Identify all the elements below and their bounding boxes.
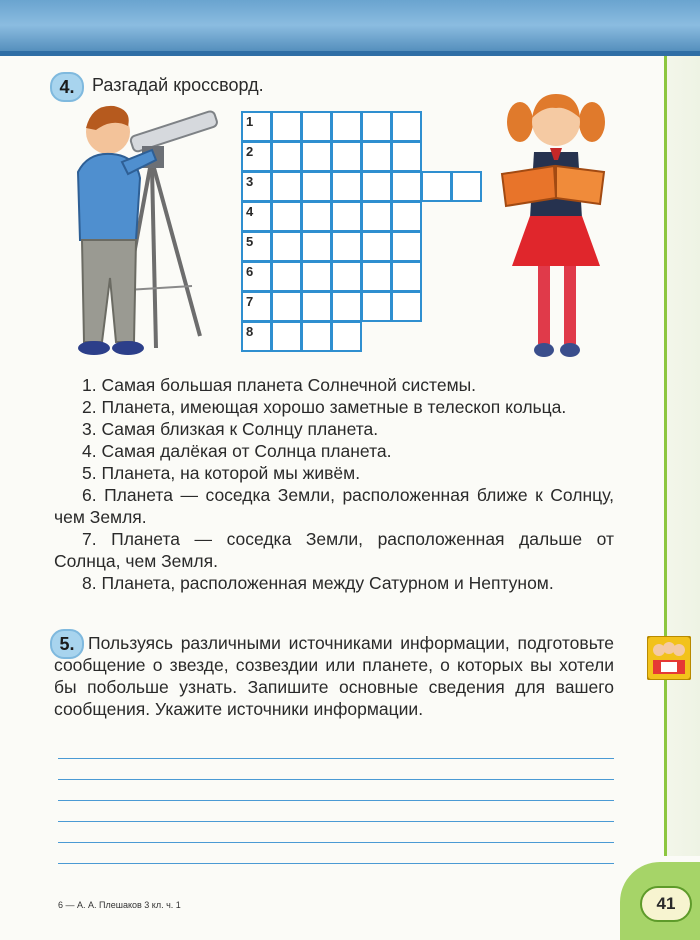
crossword-cell[interactable] [331, 261, 362, 292]
crossword-cell[interactable] [361, 111, 392, 142]
crossword-cell[interactable] [301, 201, 332, 232]
crossword-cell[interactable] [331, 321, 362, 352]
clue-5: 5. Планета, на которой мы живём. [82, 463, 361, 483]
crossword-cell[interactable] [271, 111, 302, 142]
crossword-row-number: 5 [246, 234, 254, 249]
group-work-icon [647, 636, 691, 680]
crossword-cell[interactable] [241, 141, 272, 172]
task-5-text: Пользуясь различными источниками информации, подготовьте сообщение о звезде, созвездии или планете, о которых вы хотели бы побольше узнать. Запишите основные сведения для вашего сообщения. Укажите источники информации. [54, 633, 614, 719]
page-header-band [0, 0, 700, 56]
crossword-cell[interactable] [241, 171, 272, 202]
crossword-cell[interactable] [271, 321, 302, 352]
crossword-cell[interactable] [241, 291, 272, 322]
girl-with-book-illustration [500, 88, 612, 368]
crossword-cell[interactable] [391, 261, 422, 292]
answer-line-2[interactable] [58, 779, 614, 780]
task-4-title: Разгадай кроссворд. [92, 75, 264, 95]
crossword-cell[interactable] [271, 141, 302, 172]
crossword-row-number: 8 [246, 324, 254, 339]
crossword-cell[interactable] [241, 321, 272, 352]
right-margin-line [664, 56, 667, 856]
crossword-cell[interactable] [331, 201, 362, 232]
page-number: 41 [640, 886, 692, 922]
clue-6: 6. Планета — соседка Земли, расположенная ближе к Солнцу, чем Земля. [54, 485, 614, 527]
crossword-cell[interactable] [331, 171, 362, 202]
crossword-row-number: 6 [246, 264, 254, 279]
right-margin-strip [667, 56, 700, 856]
crossword-cell[interactable] [391, 231, 422, 262]
crossword-cell[interactable] [361, 291, 392, 322]
crossword-cell[interactable] [301, 111, 332, 142]
crossword-cell[interactable] [391, 201, 422, 232]
crossword-cell[interactable] [241, 231, 272, 262]
footer-text: 6 — А. А. Плешаков 3 кл. ч. 1 [58, 900, 181, 910]
crossword-cell[interactable] [301, 291, 332, 322]
crossword-cell[interactable] [361, 261, 392, 292]
answer-line-5[interactable] [58, 842, 614, 843]
clue-3: 3. Самая близкая к Солнцу планета. [82, 419, 379, 439]
crossword-row-number: 2 [246, 144, 254, 159]
crossword-cell[interactable] [241, 261, 272, 292]
crossword-cell[interactable] [421, 171, 452, 202]
crossword-cell[interactable] [331, 111, 362, 142]
clue-8: 8. Планета, расположенная между Сатурном и Нептуном. [82, 573, 554, 593]
clue-7: 7. Планета — соседка Земли, расположенная дальше от Солнца, чем Земля. [54, 529, 614, 571]
crossword-cell[interactable] [391, 141, 422, 172]
crossword-row-number: 3 [246, 174, 254, 189]
crossword-cell[interactable] [241, 201, 272, 232]
crossword-cell[interactable] [271, 201, 302, 232]
crossword-cell[interactable] [331, 231, 362, 262]
boy-with-telescope-illustration [52, 100, 222, 362]
crossword-cell[interactable] [301, 231, 332, 262]
crossword-cell[interactable] [361, 141, 392, 172]
answer-line-6[interactable] [58, 863, 614, 864]
crossword-row-number: 4 [246, 204, 254, 219]
task-5-number: 5. [50, 629, 84, 659]
crossword-cell[interactable] [361, 201, 392, 232]
crossword-cell[interactable] [271, 291, 302, 322]
answer-line-3[interactable] [58, 800, 614, 801]
crossword-cell[interactable] [361, 171, 392, 202]
crossword-cell[interactable] [331, 291, 362, 322]
crossword-cell[interactable] [301, 171, 332, 202]
crossword-cell[interactable] [361, 231, 392, 262]
crossword-row-number: 1 [246, 114, 254, 129]
crossword-cell[interactable] [391, 291, 422, 322]
clue-2: 2. Планета, имеющая хорошо заметные в телескоп кольца. [82, 397, 567, 417]
answer-line-4[interactable] [58, 821, 614, 822]
crossword-cell[interactable] [451, 171, 482, 202]
crossword-cell[interactable] [301, 321, 332, 352]
crossword-cell[interactable] [301, 261, 332, 292]
crossword-cell[interactable] [271, 171, 302, 202]
crossword-row-number: 7 [246, 294, 254, 309]
crossword-cell[interactable] [241, 111, 272, 142]
crossword-cell[interactable] [271, 231, 302, 262]
crossword-cell[interactable] [301, 141, 332, 172]
crossword-cell[interactable] [271, 261, 302, 292]
clue-1: 1. Самая большая планета Солнечной системы. [82, 375, 477, 395]
clue-4: 4. Самая далёкая от Солнца планета. [82, 441, 392, 461]
crossword-clues [54, 374, 614, 594]
crossword-cell[interactable] [391, 111, 422, 142]
crossword-cell[interactable] [391, 171, 422, 202]
task-4-number: 4. [50, 72, 84, 102]
crossword-cell[interactable] [331, 141, 362, 172]
answer-line-1[interactable] [58, 758, 614, 759]
